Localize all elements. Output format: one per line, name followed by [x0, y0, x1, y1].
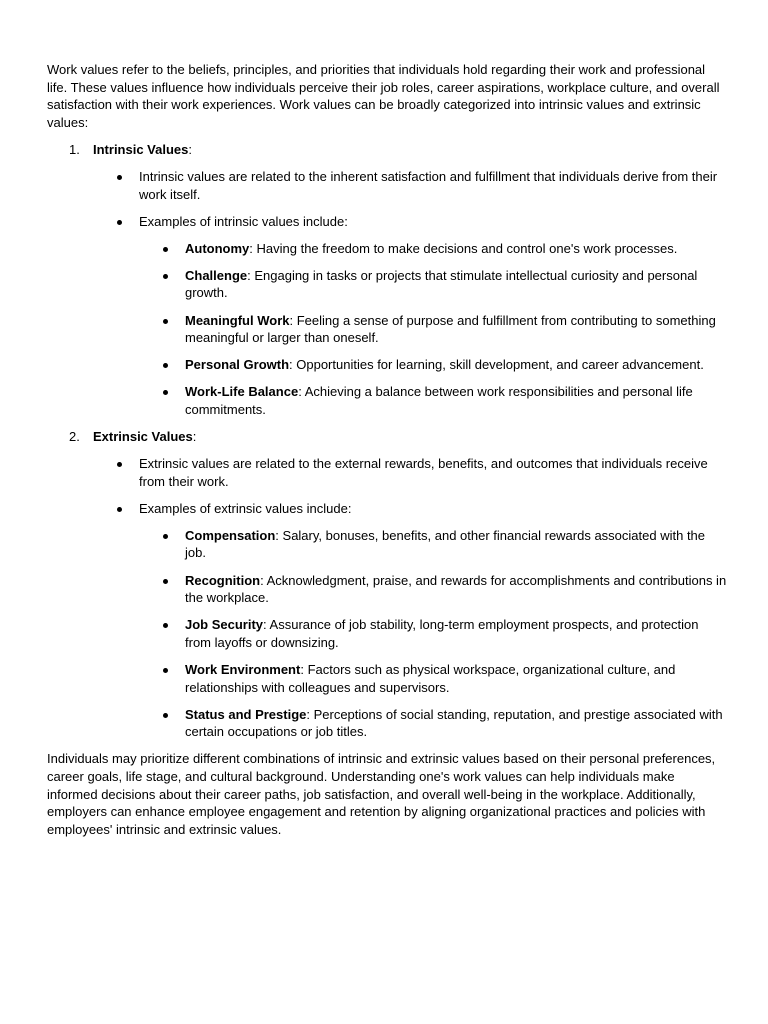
example-desc: : Salary, bonuses, benefits, and other financial rewards associated with the job.	[185, 527, 706, 561]
example-term: Recognition	[185, 572, 261, 588]
bullet-icon	[163, 247, 168, 252]
conclusion-paragraph: Individuals may prioritize different combinations of intrinsic and extrinsic values based on their personal preferences, career goals, life stage, and cultural background. Understanding one's work values can help individuals make informed decisions about their career paths, job satisfaction, and overall well-being in the workplace. Additionally, employers can enhance employee engagement and retention by aligning organizational practices and policies with employees' intrinsic and extrinsic values.	[47, 751, 716, 837]
definition-text: Intrinsic values are related to the inherent satisfaction and fulfillment that individuals derive from their work itself.	[139, 168, 718, 202]
list-item	[139, 527, 728, 562]
examples-list	[139, 527, 728, 741]
example-desc: : Having the freedom to make decisions and control one's work processes.	[249, 240, 678, 256]
section-bullets	[93, 455, 728, 741]
example-desc: : Achieving a balance between work responsibilities and personal life commitments.	[185, 384, 693, 417]
example-desc: : Feeling a sense of purpose and fulfillment from contributing to something meaningful or larger than oneself.	[185, 312, 716, 346]
section-title: Extrinsic Values	[93, 429, 193, 444]
bullet-icon	[163, 363, 168, 368]
section-bullets	[93, 168, 728, 419]
bullet-icon	[117, 462, 122, 467]
list-item	[139, 383, 728, 418]
example-term: Status and Prestige	[185, 706, 307, 722]
example-desc: : Engaging in tasks or projects that stimulate intellectual curiosity and personal growth.	[185, 267, 698, 301]
example-desc: : Acknowledgment, praise, and rewards for accomplishments and contributions in the workplace.	[185, 572, 727, 606]
list-item	[93, 500, 728, 741]
section-number: 2.	[69, 429, 80, 444]
list-item	[93, 455, 728, 490]
bullet-icon	[117, 507, 122, 512]
example-term: Work Environment	[185, 661, 301, 677]
examples-intro: Examples of intrinsic values include:	[139, 213, 348, 229]
list-item	[139, 240, 728, 258]
intro-paragraph: Work values refer to the beliefs, principles, and priorities that individuals hold regarding their work and professional life. These values influence how individuals perceive their job roles, career aspirations, workplace culture, and overall satisfaction with their work experiences. Work values can be broadly categorized into intrinsic values and extrinsic values:	[47, 62, 720, 130]
list-item	[139, 267, 728, 302]
list-item	[139, 312, 728, 347]
example-desc: : Perceptions of social standing, reputation, and prestige associated with certain occupations or job titles.	[185, 706, 723, 740]
example-desc: : Opportunities for learning, skill development, and career advancement.	[289, 357, 704, 373]
bullet-icon	[163, 579, 168, 584]
bullet-icon	[163, 319, 168, 324]
work-values-list	[47, 141, 728, 741]
bullet-icon	[163, 274, 168, 279]
examples-list	[139, 240, 728, 419]
list-item	[93, 213, 728, 419]
example-term: Meaningful Work	[185, 312, 290, 328]
example-term: Autonomy	[185, 240, 250, 256]
example-term: Job Security	[185, 617, 264, 633]
bullet-icon	[163, 668, 168, 673]
section-intrinsic	[47, 141, 728, 419]
section-title: Intrinsic Values	[93, 141, 189, 157]
list-item	[139, 572, 728, 607]
list-item	[93, 168, 728, 203]
examples-intro: Examples of extrinsic values include:	[139, 500, 352, 516]
list-item	[139, 706, 728, 741]
example-term: Compensation	[185, 527, 276, 543]
example-term: Work-Life Balance	[185, 384, 299, 400]
section-extrinsic	[47, 428, 728, 741]
bullet-icon	[163, 713, 168, 718]
example-term: Personal Growth	[185, 357, 290, 373]
bullet-icon	[163, 534, 168, 539]
bullet-icon	[163, 390, 168, 395]
bullet-icon	[117, 175, 122, 180]
section-heading: Intrinsic Values:	[93, 141, 192, 157]
definition-text: Extrinsic values are related to the external rewards, benefits, and outcomes that individuals receive from their work.	[139, 456, 708, 489]
bullet-icon	[163, 623, 168, 628]
example-term: Challenge	[185, 267, 248, 283]
example-desc: : Assurance of job stability, long-term employment prospects, and protection from layoffs or downsizing.	[185, 617, 699, 650]
section-heading: Extrinsic Values:	[93, 429, 197, 444]
list-item	[139, 356, 728, 374]
list-item	[139, 616, 728, 651]
bullet-icon	[117, 220, 122, 225]
example-desc: : Factors such as physical workspace, organizational culture, and relationships with colleagues and supervisors.	[185, 661, 676, 695]
list-item	[139, 661, 728, 696]
section-number: 1.	[69, 141, 80, 157]
